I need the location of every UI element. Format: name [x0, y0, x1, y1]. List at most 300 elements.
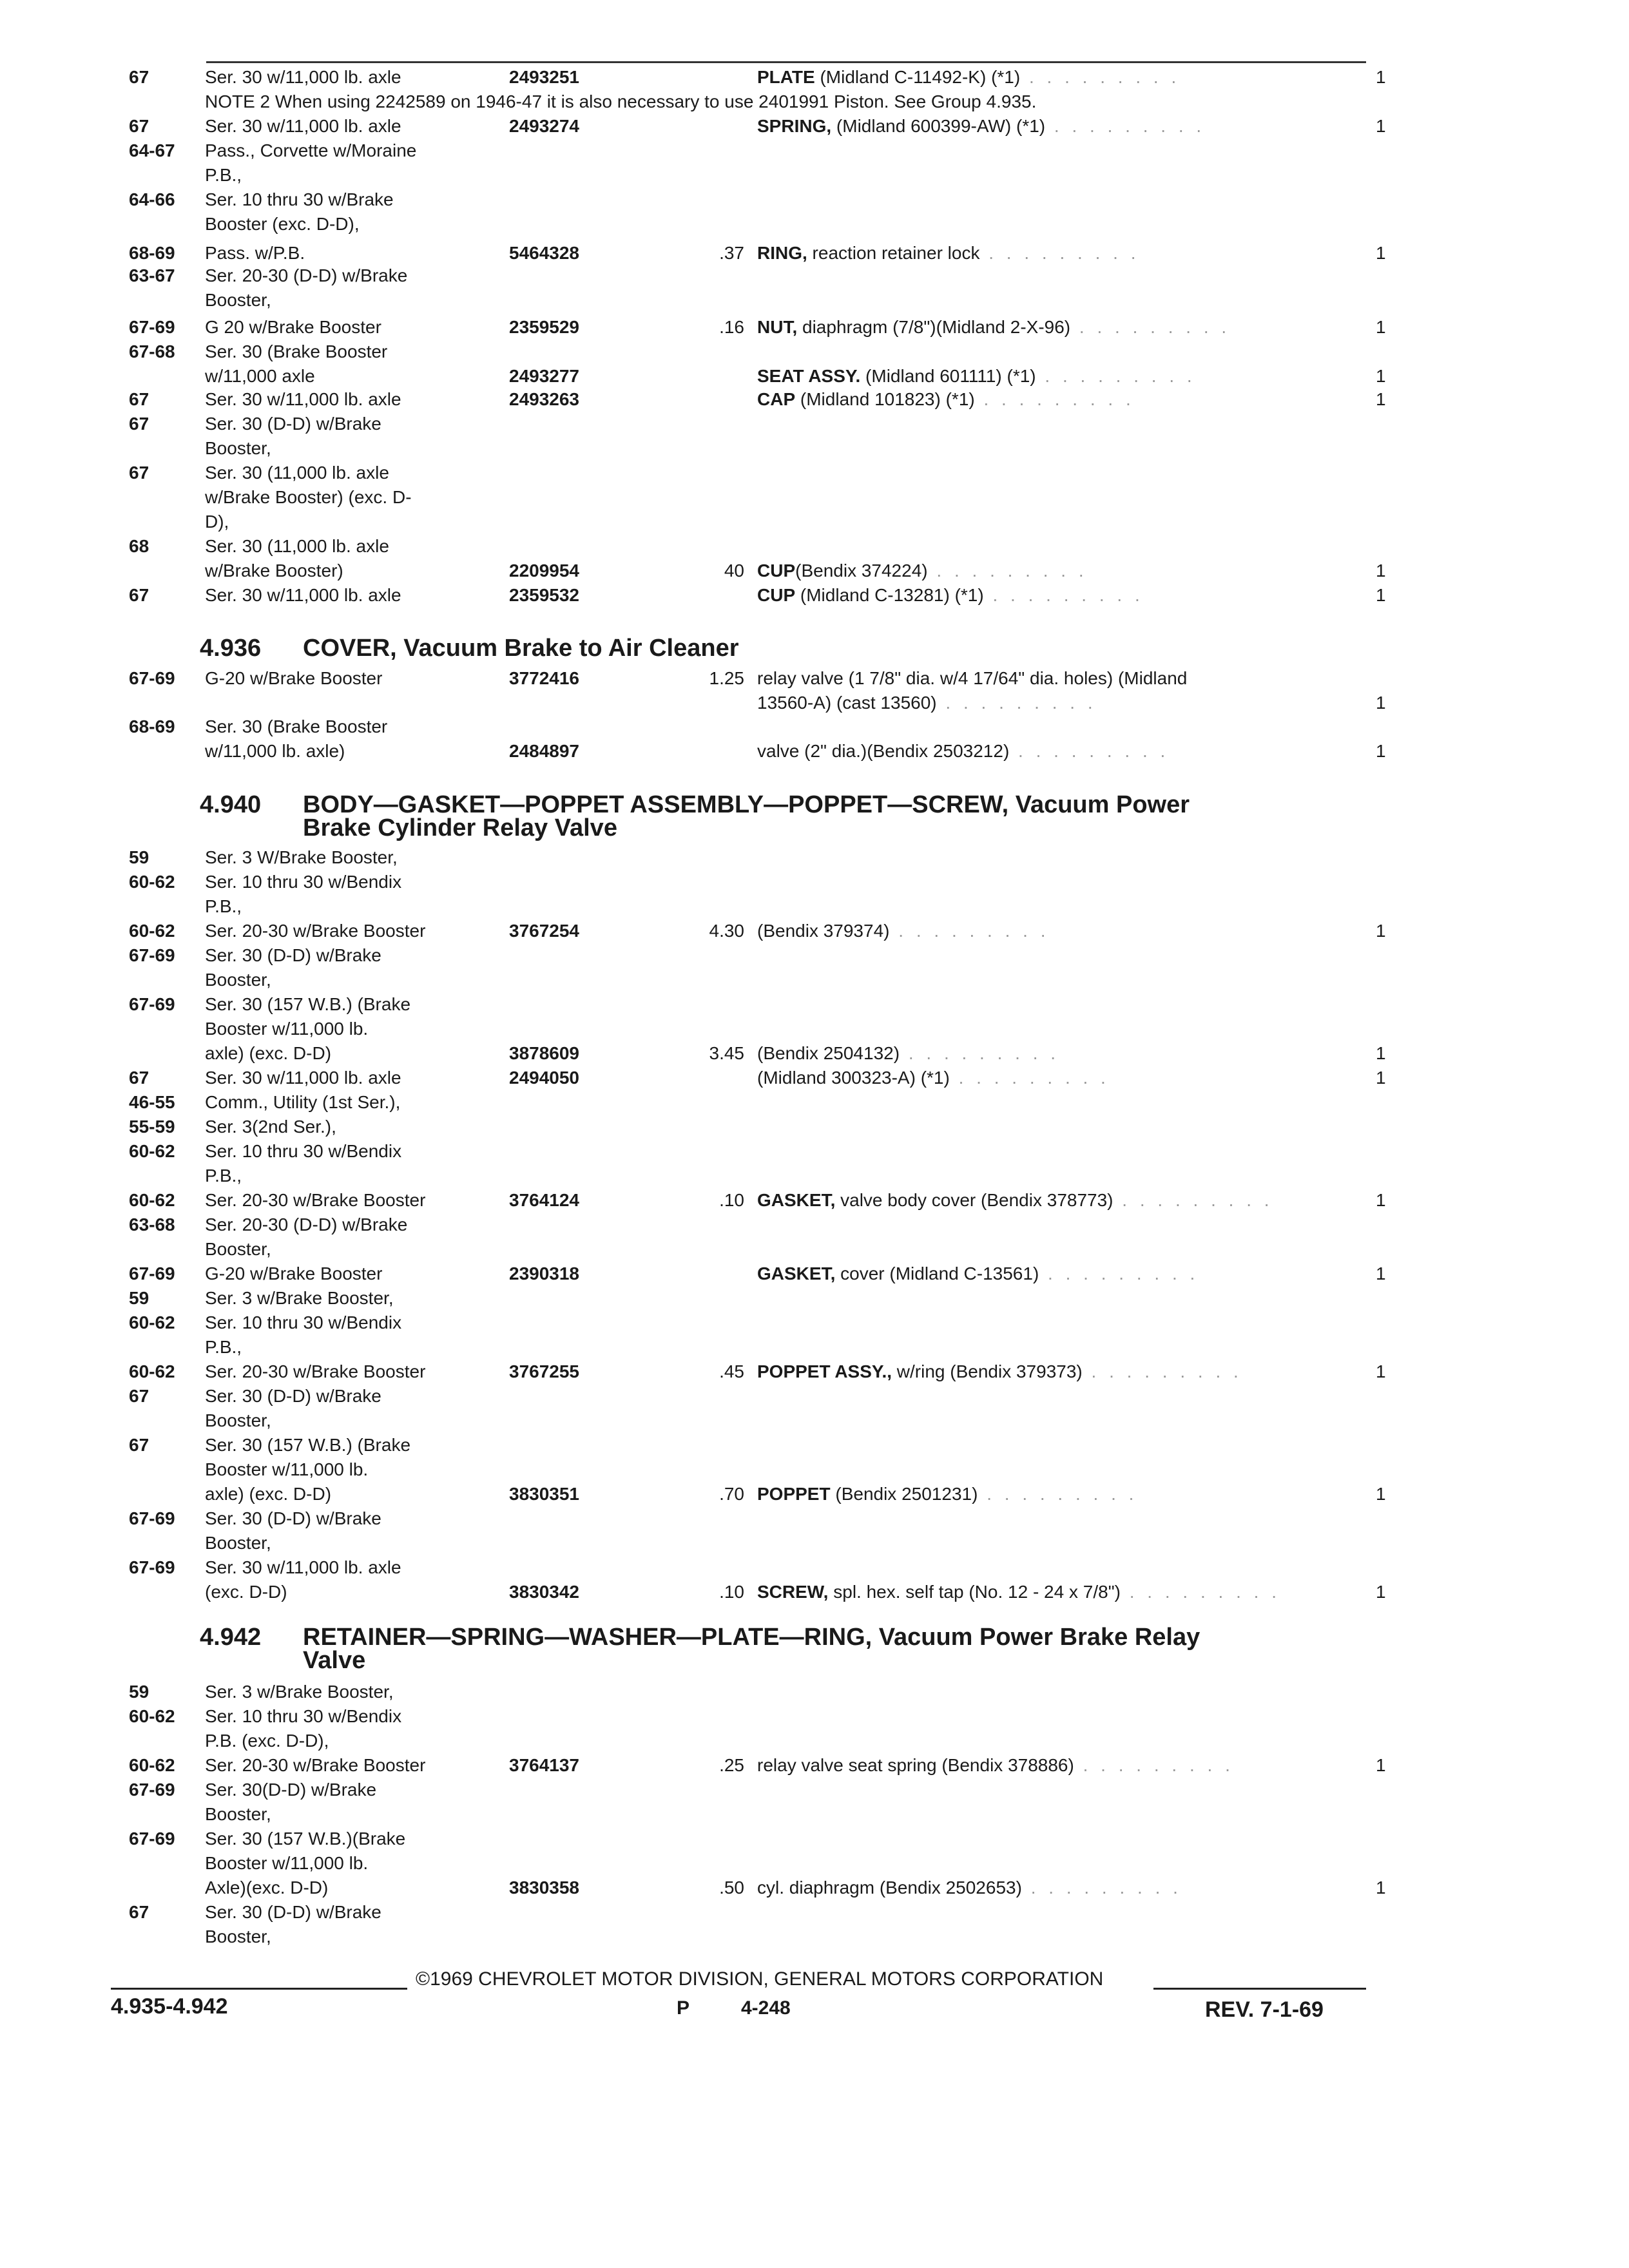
model-years: 60-62	[129, 1190, 175, 1210]
part-name-bold: NUT,	[757, 317, 798, 337]
quantity: 1	[1376, 389, 1386, 409]
part-name	[757, 559, 1088, 582]
table-row	[0, 715, 1629, 738]
model-years: 59	[129, 1682, 149, 1702]
part-name	[757, 584, 1144, 607]
table-row	[0, 242, 1629, 265]
table-row	[0, 412, 1629, 436]
part-name-detail: (Midland 300323-A) (*1)	[757, 1068, 950, 1088]
model-years: 55-59	[129, 1117, 175, 1137]
application-desc: G-20 w/Brake Booster	[205, 668, 383, 688]
quantity: 1	[1376, 317, 1386, 337]
part-name-detail: cyl. diaphragm (Bendix 2502653)	[757, 1878, 1022, 1898]
part-number: 2359532	[509, 585, 580, 605]
table-row	[0, 740, 1629, 763]
leader-dots: . . . . . . . . .	[1020, 67, 1181, 87]
part-name	[757, 1066, 1110, 1090]
part-number: 5464328	[509, 243, 580, 263]
footer-copyright: ©1969 CHEVROLET MOTOR DIVISION, GENERAL MOTORS CORPORATION	[416, 1968, 1104, 1990]
quantity: 1	[1376, 1878, 1386, 1898]
model-years: 67	[129, 1386, 149, 1406]
table-row	[0, 1803, 1629, 1826]
quantity: 1	[1376, 116, 1386, 136]
table-row	[0, 139, 1629, 162]
part-name-bold: CAP	[757, 389, 796, 409]
leader-dots: . . . . . . . . .	[1070, 317, 1231, 337]
model-years: 60-62	[129, 1755, 175, 1775]
application-desc: Booster,	[205, 1239, 271, 1259]
model-years: 60-62	[129, 1706, 175, 1726]
table-row	[0, 1729, 1629, 1753]
application-desc: Comm., Utility (1st Ser.),	[205, 1092, 401, 1112]
quantity: 1	[1376, 1484, 1386, 1504]
table-row	[0, 1360, 1629, 1383]
quantity: 1	[1376, 1755, 1386, 1775]
model-years: 67-69	[129, 994, 175, 1014]
top-rule	[206, 61, 1366, 63]
model-years: 67-69	[129, 945, 175, 965]
table-row	[0, 1336, 1629, 1359]
quantity: 1	[1376, 1264, 1386, 1283]
model-years: 67	[129, 389, 149, 409]
footer-group-range: 4.935-4.942	[111, 1994, 228, 2019]
application-desc: Booster,	[205, 1533, 271, 1553]
table-row	[0, 1778, 1629, 1802]
quantity: 1	[1376, 366, 1386, 386]
part-name-detail: relay valve (1 7/8" dia. w/4 17/64" dia. holes) (Midland	[757, 668, 1188, 688]
application-desc: Ser. 20-30 w/Brake Booster	[205, 1190, 426, 1210]
leader-dots: . . . . . . . . .	[1021, 1878, 1182, 1898]
leader-dots: . . . . . . . . .	[1074, 1755, 1234, 1775]
quantity: 1	[1376, 1068, 1386, 1088]
section-title: RETAINER—SPRING—WASHER—PLATE—RING, Vacuum Power Brake Relay	[303, 1624, 1200, 1651]
leader-dots: . . . . . . . . .	[889, 921, 1050, 941]
part-number: 3830358	[509, 1878, 580, 1898]
application-desc: Ser. 3 W/Brake Booster,	[205, 847, 398, 867]
application-desc: Ser. 30 w/11,000 lb. axle	[205, 1068, 401, 1088]
model-years: 67	[129, 585, 149, 605]
leader-dots: . . . . . . . . .	[1009, 741, 1170, 761]
leader-dots: . . . . . . . . .	[949, 1068, 1110, 1088]
application-desc: Booster,	[205, 970, 271, 990]
model-years: 67	[129, 463, 149, 483]
table-row	[0, 1581, 1629, 1604]
footer-page-number: 4-248	[741, 1997, 791, 2019]
table-row	[0, 1189, 1629, 1212]
part-number: 3878609	[509, 1043, 580, 1063]
application-desc: Ser. 30 (D-D) w/Brake	[205, 1902, 381, 1922]
model-years: 67-69	[129, 1829, 175, 1849]
application-desc: Ser. 10 thru 30 w/Bendix	[205, 1141, 402, 1161]
part-number: 3830351	[509, 1484, 580, 1504]
footer-page-prefix: P	[677, 1997, 690, 2019]
application-desc: G 20 w/Brake Booster	[205, 317, 381, 337]
application-desc: Booster,	[205, 1804, 271, 1824]
table-row	[0, 1705, 1629, 1728]
application-desc: Ser. 30 (D-D) w/Brake	[205, 1386, 381, 1406]
part-name-bold: POPPET	[757, 1484, 831, 1504]
table-row	[0, 1213, 1629, 1236]
model-years: 60-62	[129, 1141, 175, 1161]
application-desc: D),	[205, 512, 229, 532]
table-row	[0, 365, 1629, 388]
application-desc: Ser. 10 thru 30 w/Bendix	[205, 1706, 402, 1726]
model-years: 68-69	[129, 716, 175, 736]
price: .25	[719, 1755, 744, 1775]
part-name	[757, 66, 1180, 89]
part-name	[757, 365, 1196, 388]
model-years: 67	[129, 1435, 149, 1455]
application-desc: G-20 w/Brake Booster	[205, 1264, 383, 1283]
table-row	[0, 1680, 1629, 1704]
application-desc: (exc. D-D)	[205, 1582, 287, 1602]
quantity: 1	[1376, 561, 1386, 581]
model-years: 67-69	[129, 1508, 175, 1528]
table-row	[0, 1017, 1629, 1041]
part-name	[757, 1262, 1199, 1285]
model-years: 46-55	[129, 1092, 175, 1112]
section-number: 4.940	[200, 791, 262, 818]
model-years: 60-62	[129, 872, 175, 892]
table-row	[0, 993, 1629, 1016]
table-row	[0, 1852, 1629, 1875]
table-row	[0, 1827, 1629, 1850]
section-title-cont: Brake Cylinder Relay Valve	[303, 814, 617, 841]
price: .10	[719, 1190, 744, 1210]
model-years: 67	[129, 414, 149, 434]
leader-dots: . . . . . . . . .	[1120, 1582, 1280, 1602]
table-row	[0, 188, 1629, 211]
model-years: 67-69	[129, 1557, 175, 1577]
leader-dots: . . . . . . . . .	[1039, 1264, 1199, 1283]
table-row	[0, 870, 1629, 894]
application-desc: Ser. 10 thru 30 w/Bendix	[205, 1312, 402, 1332]
application-desc: axle) (exc. D-D)	[205, 1043, 332, 1063]
part-number: 3767254	[509, 921, 580, 941]
application-desc: P.B.,	[205, 1337, 242, 1357]
part-name-bold: SCREW,	[757, 1582, 829, 1602]
part-name-bold: CUP	[757, 585, 796, 605]
part-number: 2493263	[509, 389, 580, 409]
model-years: 67	[129, 116, 149, 136]
section-title: COVER, Vacuum Brake to Air Cleaner	[303, 635, 739, 662]
part-name	[757, 1876, 1182, 1899]
quantity: 1	[1376, 67, 1386, 87]
part-name-detail: w/ring (Bendix 379373)	[892, 1361, 1083, 1381]
table-row	[0, 1238, 1629, 1261]
application-desc: Ser. 10 thru 30 w/Bendix	[205, 872, 402, 892]
application-desc: Booster,	[205, 1927, 271, 1946]
table-row	[0, 1925, 1629, 1948]
table-row	[0, 1409, 1629, 1432]
application-desc: Ser. 30(D-D) w/Brake	[205, 1780, 377, 1800]
part-name-bold: GASKET,	[757, 1190, 836, 1210]
part-name-detail: cover (Midland C-13561)	[835, 1264, 1039, 1283]
application-desc: Ser. 30 (157 W.B.)(Brake	[205, 1829, 406, 1849]
table-row	[0, 1532, 1629, 1555]
price: .16	[719, 317, 744, 337]
application-desc: Ser. 30 w/11,000 lb. axle	[205, 585, 401, 605]
table-row	[0, 1164, 1629, 1187]
model-years: 63-68	[129, 1215, 175, 1235]
table-row	[0, 1458, 1629, 1481]
model-years: 59	[129, 847, 149, 867]
application-desc: Ser. 30 (Brake Booster	[205, 341, 388, 361]
table-row	[0, 895, 1629, 918]
table-row	[0, 1091, 1629, 1114]
part-name	[757, 740, 1169, 763]
section-title-cont: Valve	[303, 1647, 366, 1674]
application-desc: Ser. 3 w/Brake Booster,	[205, 1288, 394, 1308]
part-name-detail: reaction retainer lock	[807, 243, 980, 263]
model-years: 67-69	[129, 317, 175, 337]
part-name	[757, 1483, 1137, 1506]
quantity: 1	[1376, 741, 1386, 761]
table-row	[0, 340, 1629, 363]
part-number: 2209954	[509, 561, 580, 581]
table-row	[0, 1262, 1629, 1285]
table-row	[0, 164, 1629, 187]
part-name	[757, 691, 1097, 715]
part-name-detail: 13560-A) (cast 13560)	[757, 693, 937, 713]
part-name	[757, 1360, 1242, 1383]
price: .45	[719, 1361, 744, 1381]
table-row	[0, 316, 1629, 339]
footer-rule-left	[111, 1988, 407, 1990]
application-desc: Ser. 30 (157 W.B.) (Brake	[205, 1435, 411, 1455]
application-desc: Booster w/11,000 lb.	[205, 1853, 369, 1873]
model-years: 67-68	[129, 341, 175, 361]
part-name-detail: (Midland 600399-AW) (*1)	[831, 116, 1046, 136]
quantity: 1	[1376, 1043, 1386, 1063]
part-name-detail: (Midland C-13281) (*1)	[795, 585, 984, 605]
part-name-bold: PLATE	[757, 67, 815, 87]
table-row	[0, 486, 1629, 509]
part-number: 2493274	[509, 116, 580, 136]
application-desc: Booster,	[205, 290, 271, 310]
part-name	[757, 242, 1140, 265]
table-row	[0, 846, 1629, 869]
table-row	[0, 461, 1629, 485]
application-desc: Ser. 30 (11,000 lb. axle	[205, 536, 389, 556]
table-row	[0, 66, 1629, 89]
quantity: 1	[1376, 1582, 1386, 1602]
footer-rule-right	[1153, 1988, 1366, 1990]
table-row	[0, 919, 1629, 943]
price: .37	[719, 243, 744, 263]
quantity: 1	[1376, 921, 1386, 941]
part-name	[757, 388, 1135, 411]
model-years: 64-67	[129, 140, 175, 160]
price: .70	[719, 1484, 744, 1504]
model-years: 67-69	[129, 1264, 175, 1283]
leader-dots: . . . . . . . . .	[978, 1484, 1138, 1504]
application-desc: Ser. 20-30 (D-D) w/Brake	[205, 1215, 408, 1235]
part-name-detail: (Bendix 374224)	[795, 561, 928, 581]
part-number: 2359529	[509, 317, 580, 337]
application-desc: Ser. 20-30 w/Brake Booster	[205, 1755, 426, 1775]
model-years: 60-62	[129, 921, 175, 941]
part-number: 2493251	[509, 67, 580, 87]
model-years: 59	[129, 1288, 149, 1308]
table-row	[0, 1434, 1629, 1457]
part-name-bold: POPPET ASSY.,	[757, 1361, 892, 1381]
application-desc: Booster,	[205, 438, 271, 458]
application-desc: Booster w/11,000 lb.	[205, 1459, 369, 1479]
application-desc: P.B. (exc. D-D),	[205, 1731, 329, 1751]
model-years: 67-69	[129, 1780, 175, 1800]
price: 4.30	[709, 921, 744, 941]
model-years: 68	[129, 536, 149, 556]
part-name	[757, 1581, 1280, 1604]
application-desc: Pass. w/P.B.	[205, 243, 305, 263]
table-row	[0, 1311, 1629, 1334]
leader-dots: . . . . . . . . .	[1113, 1190, 1273, 1210]
part-number: 3767255	[509, 1361, 580, 1381]
part-name-detail: diaphragm (7/8")(Midland 2-X-96)	[797, 317, 1071, 337]
table-row	[0, 1115, 1629, 1139]
application-desc: Ser. 3 w/Brake Booster,	[205, 1682, 394, 1702]
application-desc: Ser. 30 (D-D) w/Brake	[205, 945, 381, 965]
part-name	[757, 1189, 1273, 1212]
table-row	[0, 1066, 1629, 1090]
table-row	[0, 667, 1629, 690]
part-name	[757, 1042, 1059, 1065]
application-desc: w/11,000 lb. axle)	[205, 741, 345, 761]
price: 40	[724, 561, 744, 581]
application-desc: Booster (exc. D-D),	[205, 214, 360, 234]
part-name-detail: valve (2" dia.)(Bendix 2503212)	[757, 741, 1010, 761]
application-desc: w/11,000 axle	[205, 366, 315, 386]
part-name	[757, 316, 1230, 339]
application-desc: Booster w/11,000 lb.	[205, 1019, 369, 1039]
note-text: NOTE 2 When using 2242589 on 1946-47 it is also necessary to use 2401991 Piston. See Group 4.935.	[205, 91, 1037, 111]
application-desc: Ser. 30 (Brake Booster	[205, 716, 388, 736]
leader-dots: . . . . . . . . .	[983, 585, 1144, 605]
part-name-detail: relay valve seat spring (Bendix 378886)	[757, 1755, 1074, 1775]
application-desc: Ser. 30 w/11,000 lb. axle	[205, 116, 401, 136]
part-name-detail: (Bendix 2501231)	[830, 1484, 978, 1504]
leader-dots: . . . . . . . . .	[1082, 1361, 1242, 1381]
table-row	[0, 1483, 1629, 1506]
application-desc: Ser. 30 w/11,000 lb. axle	[205, 67, 401, 87]
part-number: 2493277	[509, 366, 580, 386]
model-years: 60-62	[129, 1312, 175, 1332]
application-desc: Ser. 30 (157 W.B.) (Brake	[205, 994, 411, 1014]
part-number: 2484897	[509, 741, 580, 761]
leader-dots: . . . . . . . . .	[900, 1043, 1060, 1063]
application-desc: Ser. 3(2nd Ser.),	[205, 1117, 336, 1137]
part-name-detail: (Midland 601111) (*1)	[860, 366, 1036, 386]
table-row	[0, 1287, 1629, 1310]
application-desc: w/Brake Booster)	[205, 561, 343, 581]
part-number: 3764137	[509, 1755, 580, 1775]
application-desc: Booster,	[205, 1410, 271, 1430]
part-name-detail: (Midland 101823) (*1)	[795, 389, 975, 409]
table-row	[0, 437, 1629, 460]
part-name	[757, 919, 1050, 943]
model-years: 67-69	[129, 668, 175, 688]
part-name-bold: GASKET,	[757, 1264, 836, 1283]
table-row	[0, 1556, 1629, 1579]
application-desc: Ser. 20-30 (D-D) w/Brake	[205, 265, 408, 285]
leader-dots: . . . . . . . . .	[974, 389, 1135, 409]
table-row	[0, 1901, 1629, 1924]
part-number: 2390318	[509, 1264, 580, 1283]
leader-dots: . . . . . . . . .	[927, 561, 1088, 581]
table-row	[0, 968, 1629, 992]
table-row	[0, 1385, 1629, 1408]
application-desc: Ser. 20-30 w/Brake Booster	[205, 921, 426, 941]
quantity: 1	[1376, 1361, 1386, 1381]
table-row	[0, 213, 1629, 236]
application-desc: Ser. 20-30 w/Brake Booster	[205, 1361, 426, 1381]
part-name-bold: SEAT ASSY.	[757, 366, 861, 386]
part-name-detail: (Midland C-11492-K) (*1)	[815, 67, 1021, 87]
table-row	[0, 559, 1629, 582]
application-desc: Ser. 30 w/11,000 lb. axle	[205, 389, 401, 409]
application-desc: P.B.,	[205, 896, 242, 916]
application-desc: axle) (exc. D-D)	[205, 1484, 332, 1504]
section-title: BODY—GASKET—POPPET ASSEMBLY—POPPET—SCREW, Vacuum Power	[303, 791, 1190, 818]
table-row	[0, 1876, 1629, 1899]
table-row	[0, 510, 1629, 533]
model-years: 64-66	[129, 189, 175, 209]
quantity: 1	[1376, 243, 1386, 263]
price: 1.25	[709, 668, 744, 688]
application-desc: Pass., Corvette w/Moraine	[205, 140, 417, 160]
part-name	[757, 667, 1187, 690]
part-number: 2494050	[509, 1068, 580, 1088]
application-desc: Ser. 30 (D-D) w/Brake	[205, 414, 381, 434]
part-name-detail: (Bendix 379374)	[757, 921, 890, 941]
model-years: 63-67	[129, 265, 175, 285]
part-name-detail: spl. hex. self tap (No. 12 - 24 x 7/8")	[828, 1582, 1121, 1602]
table-row	[0, 535, 1629, 558]
application-desc: Ser. 10 thru 30 w/Brake	[205, 189, 394, 209]
table-row	[0, 691, 1629, 715]
part-name-bold: CUP	[757, 561, 796, 581]
table-row	[0, 264, 1629, 287]
part-number: 3830342	[509, 1582, 580, 1602]
table-row	[0, 1042, 1629, 1065]
leader-dots: . . . . . . . . .	[1036, 366, 1196, 386]
application-desc: w/Brake Booster) (exc. D-	[205, 487, 412, 507]
table-row	[0, 289, 1629, 312]
footer-revision: REV. 7-1-69	[1205, 1997, 1324, 2022]
table-row	[0, 1754, 1629, 1777]
application-desc: P.B.,	[205, 165, 242, 185]
part-name-detail: valve body cover (Bendix 378773)	[835, 1190, 1113, 1210]
part-number: 3764124	[509, 1190, 580, 1210]
model-years: 60-62	[129, 1361, 175, 1381]
table-row	[0, 90, 1629, 113]
part-name	[757, 115, 1205, 138]
application-desc: Ser. 30 (D-D) w/Brake	[205, 1508, 381, 1528]
table-row	[0, 115, 1629, 138]
quantity: 1	[1376, 585, 1386, 605]
price: 3.45	[709, 1043, 744, 1063]
table-row	[0, 944, 1629, 967]
section-number: 4.936	[200, 635, 262, 662]
model-years: 68-69	[129, 243, 175, 263]
table-row	[0, 388, 1629, 411]
price: .50	[719, 1878, 744, 1898]
price: .10	[719, 1582, 744, 1602]
model-years: 67	[129, 67, 149, 87]
application-desc: Ser. 30 (11,000 lb. axle	[205, 463, 389, 483]
model-years: 67	[129, 1902, 149, 1922]
